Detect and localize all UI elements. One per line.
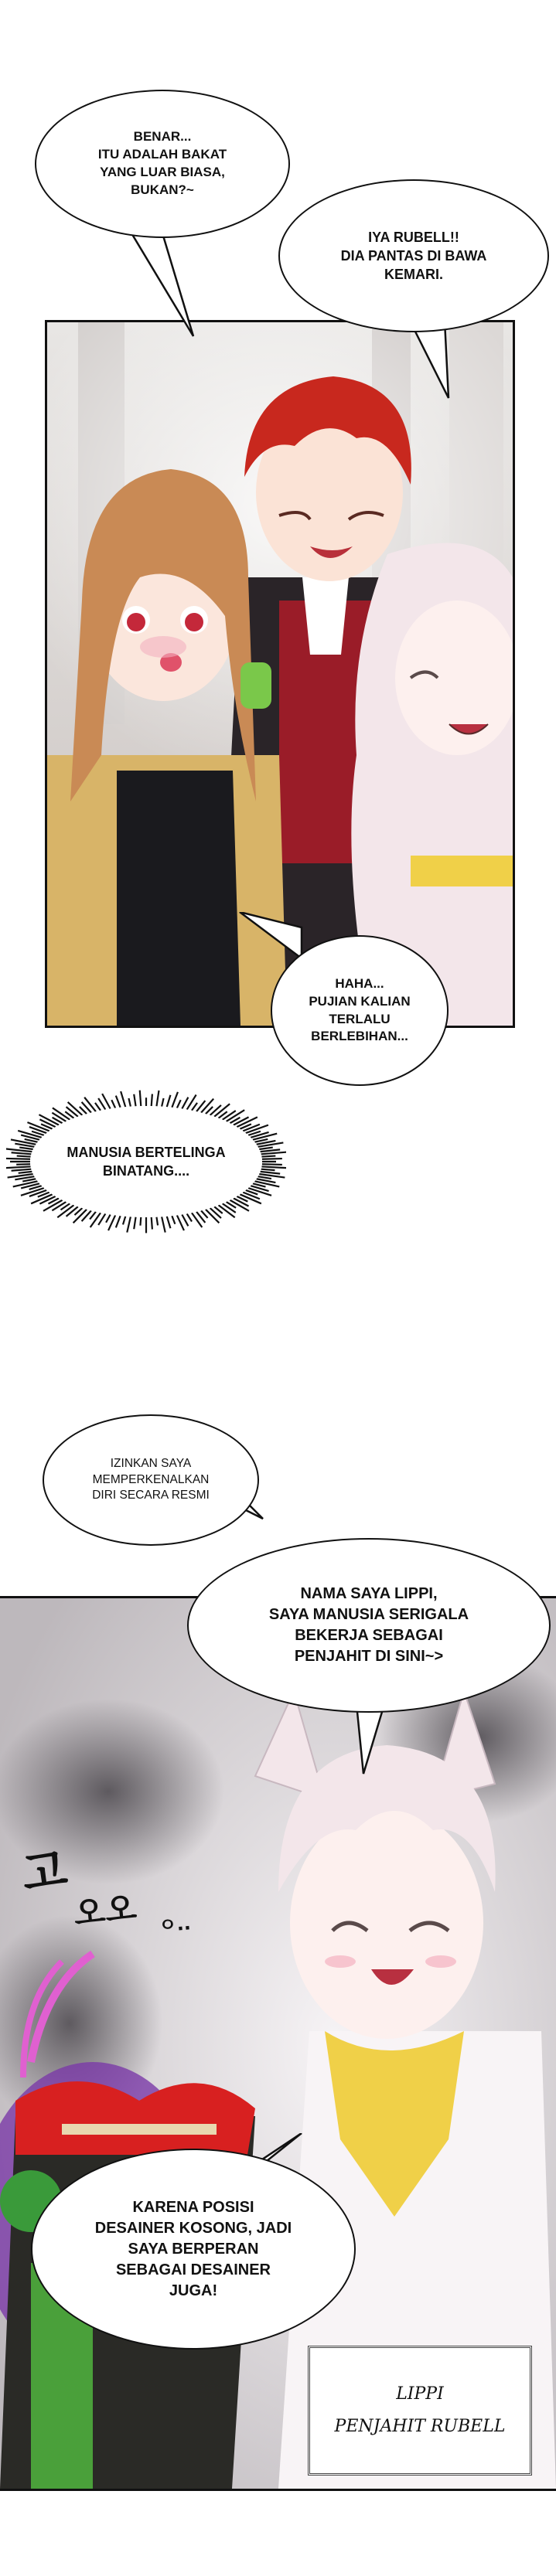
thought-text: MANUSIA BERTELINGA BINATANG....	[67, 1144, 226, 1179]
sfx-text: ㅇ..	[158, 1912, 192, 1937]
speech-bubble	[278, 179, 549, 332]
speech-bubble	[271, 935, 449, 1086]
speech-text: BENAR... ITU ADALAH BAKAT YANG LUAR BIASA, BUKAN?~	[97, 129, 227, 197]
character-caption	[308, 2346, 532, 2476]
caption-text: LIPPI PENJAHIT RUBELL	[334, 2384, 506, 2436]
speech-text: KARENA POSISI DESAINER KOSONG, JADI SAYA BERPERAN SEBAGAI DESAINER JUGA!	[94, 2198, 292, 2299]
speech-text: IYA RUBELL!! DIA PANTAS DI BAWA KEMARI.	[340, 229, 487, 283]
bubble-tail	[402, 321, 464, 406]
thought-burst	[6, 1080, 286, 1243]
speech-text: HAHA... PUJIAN KALIAN TERLALU BERLEBIHAN...	[309, 975, 411, 1044]
sfx-text: 오오	[71, 1888, 138, 1934]
speech-bubble	[43, 1414, 259, 1546]
sfx-text: 고	[19, 1843, 71, 1903]
speech-text: NAMA SAYA LIPPI, SAYA MANUSIA SERIGALA BEKERJA SEBAGAI PENJAHIT DI SINI~>	[268, 1585, 469, 1665]
speech-text: IZINKAN SAYA MEMPERKENALKAN DIRI SECARA RESMI	[92, 1456, 210, 1502]
speech-bubble	[187, 1538, 551, 1713]
bubble-tail	[116, 220, 201, 344]
speech-bubble	[31, 2149, 356, 2350]
speech-bubble	[35, 90, 290, 238]
